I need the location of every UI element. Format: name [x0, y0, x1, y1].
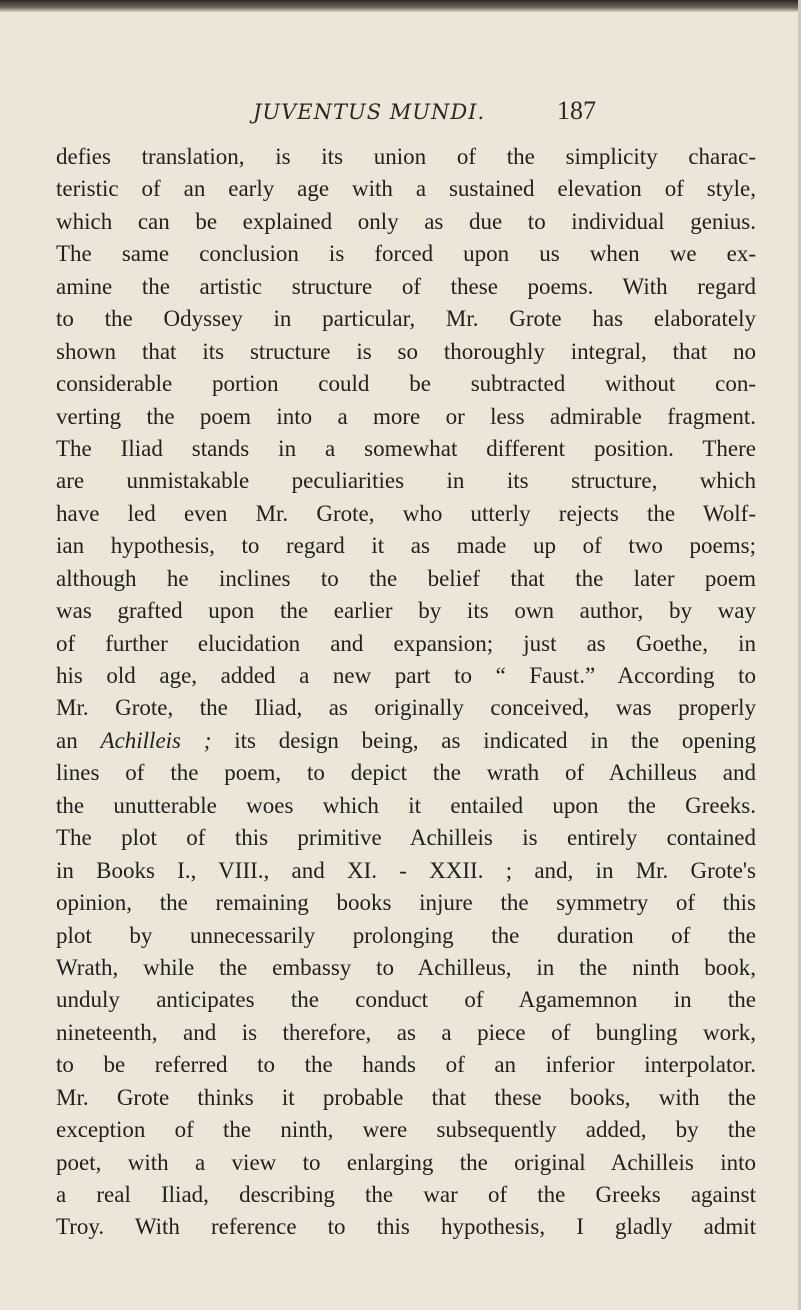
- text-line: are unmistakable peculiarities in its structure, which: [56, 468, 756, 494]
- text-line: opinion, the remaining books injure the symmetry of this: [56, 890, 756, 916]
- body-text: [56, 140, 756, 1243]
- text-line: Wrath, while the embassy to Achilleus, in the ninth book,: [56, 954, 756, 980]
- text-line: was grafted upon the earlier by its own author, by way: [56, 598, 756, 624]
- text-line: of further elucidation and expansion; just as Goethe, in: [56, 630, 756, 656]
- text-segment: its design being, as indicated in the opening: [211, 727, 756, 753]
- text-line: teristic of an early age with a sustained elevation of style,: [56, 176, 756, 202]
- text-line: plot by unnecessarily prolonging the duration of the: [56, 922, 756, 948]
- text-line: considerable portion could be subtracted without con-: [56, 371, 756, 397]
- text-segment: an: [56, 727, 101, 753]
- page-number: 187: [557, 96, 596, 125]
- italic-title-achilleis: Achilleis ;: [100, 727, 212, 753]
- text-line: exception of the ninth, were subsequently added, by the: [56, 1117, 756, 1143]
- text-line: amine the artistic structure of these poems. With regard: [56, 273, 756, 299]
- text-line: to the Odyssey in particular, Mr. Grote has elaborately: [56, 306, 756, 332]
- text-line: unduly anticipates the conduct of Agamemnon in the: [56, 987, 756, 1013]
- text-line: although he inclines to the belief that the later poem: [56, 565, 756, 591]
- text-line: defies translation, is its union of the simplicity charac-: [56, 144, 756, 169]
- text-line: lines of the poem, to depict the wrath of Achilleus and: [56, 760, 756, 786]
- text-line-italic-mixed: [56, 724, 756, 756]
- text-line: which can be explained only as due to individual genius.: [56, 208, 756, 234]
- text-line: a real Iliad, describing the war of the Greeks against: [56, 1182, 756, 1207]
- text-line: Mr. Grote, the Iliad, as originally conceived, was properly: [56, 695, 756, 721]
- page-top-shadow: [0, 0, 801, 12]
- text-line: nineteenth, and is therefore, as a piece of bungling work,: [56, 1019, 756, 1045]
- running-head: JUVENTUS MUNDI.: [253, 100, 486, 124]
- text-line: Mr. Grote thinks it probable that these books, with the: [56, 1084, 756, 1110]
- text-line: ian hypothesis, to regard it as made up of two poems;: [56, 533, 756, 559]
- text-line: Troy. With reference to this hypothesis, I gladly admit: [56, 1214, 756, 1240]
- text-line: poet, with a view to enlarging the original Achilleis into: [56, 1149, 756, 1175]
- text-line: The Iliad stands in a somewhat different position. There: [56, 435, 756, 461]
- text-line: have led even Mr. Grote, who utterly rejects the Wolf-: [56, 500, 756, 526]
- text-line: shown that its structure is so thoroughly integral, that no: [56, 338, 756, 364]
- text-line: The same conclusion is forced upon us when we ex-: [56, 241, 756, 267]
- text-line: to be referred to the hands of an inferior interpolator.: [56, 1052, 756, 1078]
- text-line: in Books I., VIII., and XI. - XXII. ; and, in Mr. Grote's: [56, 857, 756, 883]
- page-header: [0, 96, 801, 140]
- text-line: the unutterable woes which it entailed upon the Greeks.: [56, 792, 756, 818]
- text-line: The plot of this primitive Achilleis is entirely contained: [56, 825, 756, 851]
- text-line: verting the poem into a more or less admirable fragment.: [56, 403, 756, 429]
- text-line: his old age, added a new part to “ Faust.” According to: [56, 663, 756, 688]
